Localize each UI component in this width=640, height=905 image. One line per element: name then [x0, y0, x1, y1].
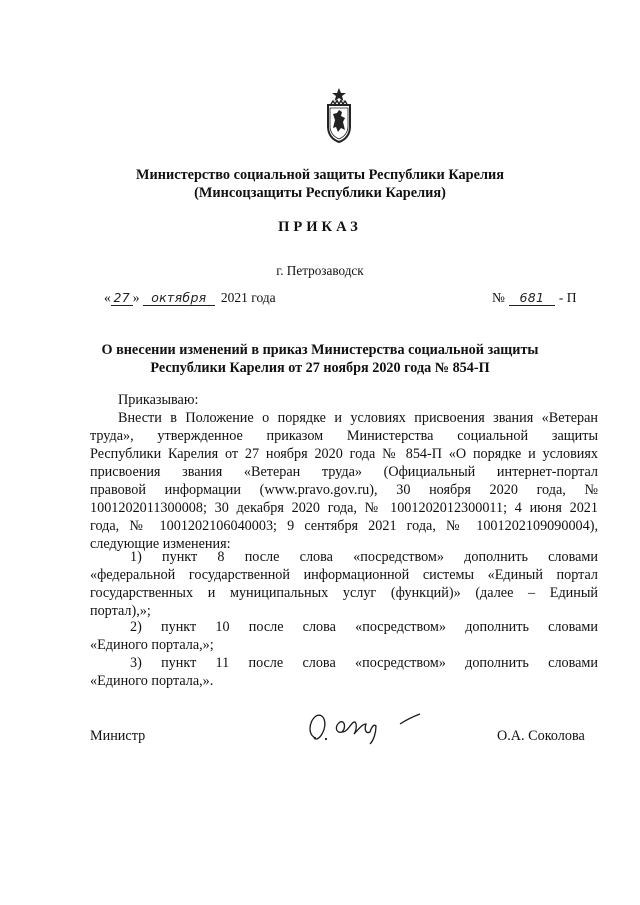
signatory-name: О.А. Соколова	[497, 728, 585, 744]
body-line: «федеральной государственной информационной системы «Единый портал	[90, 567, 598, 583]
date-open-quote: «	[104, 290, 111, 305]
order-date	[104, 290, 276, 306]
body-line: Республики Карелия от 27 ноября 2020 года № 854-П «О порядке и условиях	[90, 446, 598, 462]
list-item-2: 2) пункт 10 после слова «посредством» дополнить словами	[130, 619, 598, 635]
body-line: «Единого портала,».	[90, 673, 214, 689]
number-suffix: - П	[558, 290, 577, 305]
list-item-3: 3) пункт 11 после слова «посредством» дополнить словами	[130, 655, 598, 671]
date-month-handwritten: октября	[143, 291, 215, 306]
document-type-heading: ПРИКАЗ	[278, 219, 362, 235]
body-line: Приказываю:	[118, 392, 199, 408]
ministry-name: Министерство социальной защиты Республики Карелия	[136, 167, 504, 183]
body-line: года, № 1001202106040003; 9 сентября 2021 года, № 1001202109090004),	[90, 518, 598, 534]
body-line: 1001202011300008; 30 декабря 2020 года, № 1001202012300011; 4 июня 2021	[90, 500, 598, 516]
city-line: г. Петрозаводск	[276, 263, 364, 278]
body-line: «Единого портала,»;	[90, 637, 214, 653]
date-close-quote: »	[132, 290, 140, 305]
list-item-1: 1) пункт 8 после слова «посредством» дополнить словами	[130, 549, 598, 565]
body-line: правовой информации (www.pravo.gov.ru), 30 ноября 2020 года, №	[90, 482, 598, 498]
document-title-line1: О внесении изменений в приказ Министерства социальной защиты	[101, 342, 539, 358]
handwritten-signature	[302, 702, 432, 748]
body-line: труда», утвержденное приказом Министерства социальной защиты	[90, 428, 598, 444]
order-number	[492, 290, 577, 306]
body-line: портал),»;	[90, 603, 151, 619]
body-line: государственных и муниципальных услуг (функций)» (далее – Единый	[90, 585, 598, 601]
document-title-line2: Республики Карелия от 27 ноября 2020 года № 854-П	[150, 360, 490, 376]
body-line: присвоения звания «Ветеран труда» (Официальный интернет-портал	[90, 464, 598, 480]
date-year: 2021 года	[220, 290, 276, 305]
body-line: следующие изменения:	[90, 536, 231, 552]
date-day-handwritten: 27	[111, 291, 133, 306]
number-sign: №	[492, 290, 505, 305]
order-number-handwritten: 681	[509, 291, 555, 306]
body-line: Внести в Положение о порядке и условиях присвоения звания «Ветеран	[118, 410, 598, 426]
signatory-position: Министр	[90, 728, 146, 744]
karelia-coat-of-arms-icon	[322, 86, 356, 144]
ministry-short-name: (Минсоцзащиты Республики Карелия)	[194, 185, 446, 201]
